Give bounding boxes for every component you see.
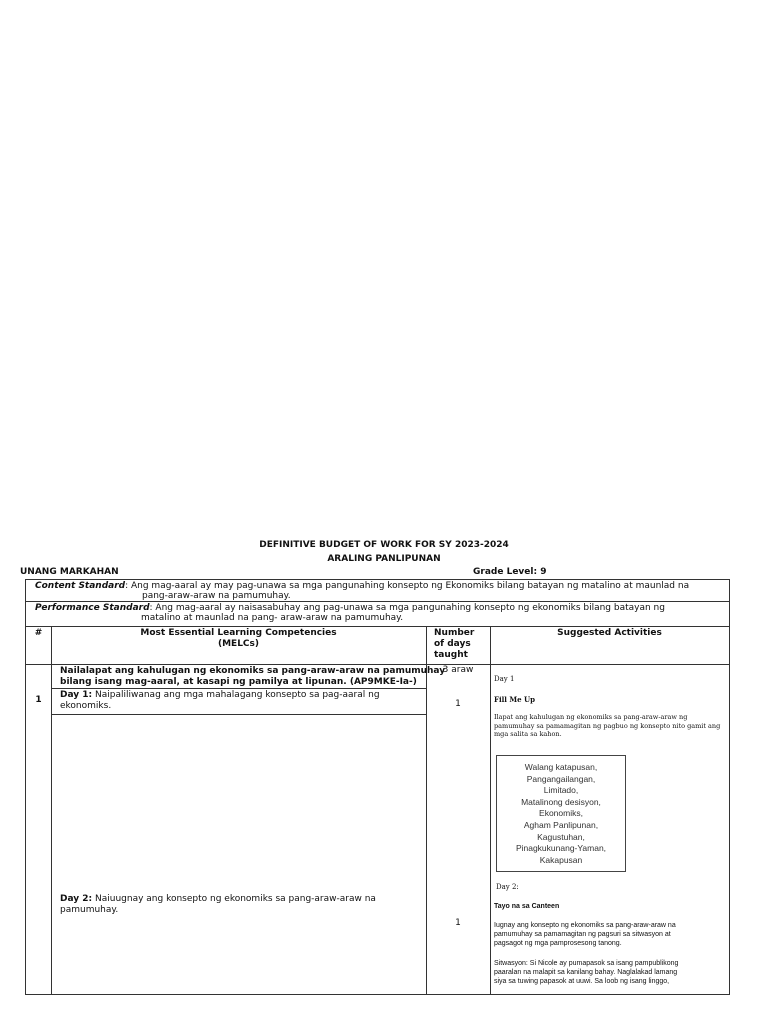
performance-standard-text: : Ang mag-aaral ay naisasabuhay ang pag-unawa sa mga pangunahing konsepto ng ekonomiks bilang batayan ng [149,603,665,613]
word-bank-item: Matalinong desisyon, [521,796,601,807]
subject-title: ARALING PANLIPUNAN [327,554,441,564]
word-bank-item: Agham Panlipunan, [523,819,599,830]
header-melcs: Most Essential Learning Competencies (MELCs) [140,628,337,649]
word-bank-item: Walang katapusan, [524,762,598,772]
day1-days: 1 [455,699,461,709]
row-number: 1 [35,695,42,705]
competency-text: Nailalapat ang kahulugan ng ekonomiks sa pang-araw-araw na pamumuhay bilang isang mag-aaral, at kasapi ng pamilya at lipunan. (AP9MKE-Ia-) [60,666,446,687]
performance-standard-text-cont: matalino at maunlad na pang- araw-araw na pamumuhay. [141,613,404,623]
header-activities: Suggested Activities [557,628,662,638]
word-bank-box [496,755,626,872]
content-standard-label: Content Standard [35,581,126,591]
activity-day1-label: Day 1 [494,675,515,683]
activity-day2-label: Day 2: [496,883,519,891]
grade-level-label: Grade Level: 9 [473,567,547,577]
word-bank-item: Kagustuhan, [537,831,585,842]
document-title: DEFINITIVE BUDGET OF WORK FOR SY 2023-2024 [259,540,509,550]
header-number: # [34,628,43,638]
activity-day2-title: Tayo na sa Canteen [494,903,560,910]
activity-day1-instructions: Ilapat ang kahulugan ng ekonomiks sa pang-araw-araw ng pamumuhay sa pamamagitan ng pagbuo ng konsepto nito gamit ang mga salita sa kahon. [494,713,721,738]
word-bank-item: Ekonomiks, [539,808,583,819]
header-days: Number of days taught [434,628,475,660]
content-standard-box [25,579,730,602]
word-bank-item: Pinagkukunang-Yaman, [515,843,607,854]
day2-days: 1 [455,918,461,928]
performance-standard-box [25,601,730,627]
word-bank-item: Limitado, [543,785,579,796]
content-standard-text: : Ang mag-aaral ay may pag-unawa sa mga pangunahing konsepto ng Ekonomiks bilang batayan ng matalino at maunlad na [125,581,690,591]
day2-objective: Day 2: Naiuugnay ang konsepto ng ekonomiks sa pang-araw-araw na pamumuhay. [60,894,376,915]
activity-day2-instructions: Iugnay ang konsepto ng ekonomiks sa pang-araw-araw na pamumuhay sa pamamagitan ng pagsuri sa sitwasyon at pagsagot ng mga pamprosesong tanong. [494,922,676,947]
activity-situation: Sitwasyon: Si Nicole ay pumapasok sa isang pampublikong paaralan na malapit sa kanilang bahay. Naglalakad lamang siya sa tuwing papasok at uuwi. Sa loob ng isang linggo, [494,960,679,985]
total-days: 3 araw [442,665,474,675]
quarter-label: UNANG MARKAHAN [20,567,119,577]
content-standard-text-cont: pang-araw-araw na pamumuhay. [142,591,291,601]
word-bank-item: Pangangailangan, [526,773,596,784]
activity-day1-title: Fill Me Up [494,695,536,704]
day1-objective: Day 1: Naipaliliwanag ang mga mahalagang konsepto sa pag-aaral ng ekonomiks. [60,690,380,711]
budget-table [25,626,730,995]
word-bank-item: Kakapusan [539,854,583,865]
performance-standard-label: Performance Standard [35,603,150,613]
